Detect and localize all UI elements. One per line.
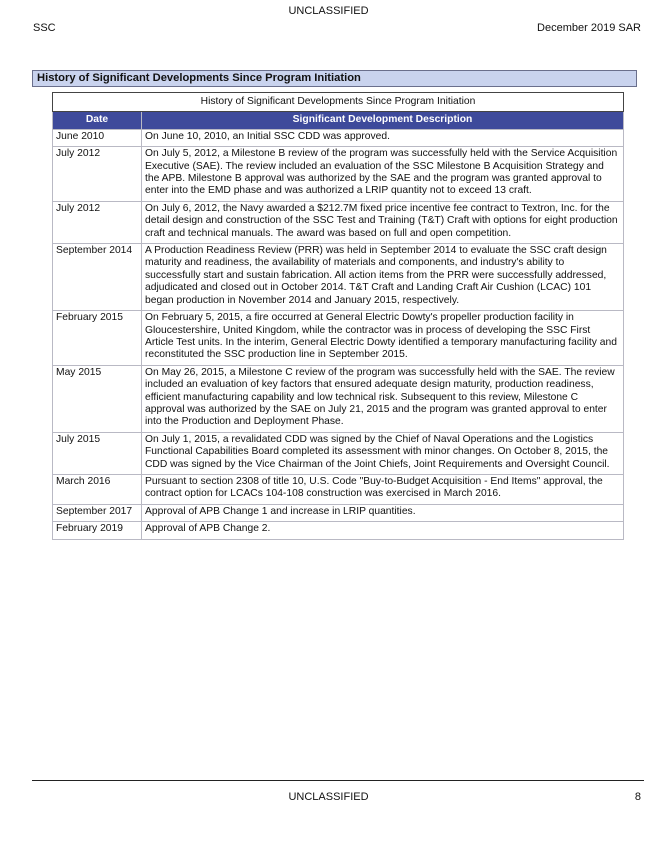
section-title: History of Significant Developments Since Program Initiation — [32, 70, 637, 87]
table-row — [53, 201, 624, 243]
row-description: On February 5, 2015, a fire occurred at General Electric Dowty's propeller production facility in Gloucestershire, United Kingdom, while the contractor was in process of developing the SSC First Article Test units. In the interim, General Electric Dowty identified a temporary manufacturing facility and reconstituted the SSC production line in September 2015. — [142, 311, 624, 366]
table-row — [53, 504, 624, 521]
table-row — [53, 522, 624, 539]
row-description: On July 5, 2012, a Milestone B review of the program was successfully held with the Service Acquisition Executive (SAE). The review included an evaluation of the SSC Milestone B Acquisition Strategy and the APB. Milestone B approval was authorized by the SAE and the program was granted approval to enter into the EMD phase and was authorized a LRIP quantity not to exceed 13 craft. — [142, 147, 624, 202]
report-date: December 2019 SAR — [537, 22, 641, 34]
row-date: July 2012 — [53, 147, 142, 202]
table-row — [53, 432, 624, 474]
row-description: Approval of APB Change 1 and increase in LRIP quantities. — [142, 504, 624, 521]
row-date: July 2012 — [53, 201, 142, 243]
row-date: June 2010 — [53, 129, 142, 146]
row-date: September 2017 — [53, 504, 142, 521]
developments-table — [52, 92, 624, 540]
row-date: September 2014 — [53, 244, 142, 311]
row-description: On June 10, 2010, an Initial SSC CDD was approved. — [142, 129, 624, 146]
table-row — [53, 244, 624, 311]
row-description: A Production Readiness Review (PRR) was held in September 2014 to evaluate the SSC craft design maturity and readiness, the availability of materials and components, and industry's ability to successfully start and sustain fabrication. All action items from the PRR were successfully addressed, adjudicated and closed out in October 2014. T&T Craft and Landing Craft Air Cushion (LCAC) 101 began production in November 2014 and January 2015, respectively. — [142, 244, 624, 311]
row-description: Approval of APB Change 2. — [142, 522, 624, 539]
row-date: March 2016 — [53, 474, 142, 504]
table-row — [53, 311, 624, 366]
table-caption: History of Significant Developments Since Program Initiation — [53, 93, 624, 112]
row-description: Pursuant to section 2308 of title 10, U.S. Code "Buy-to-Budget Acquisition - End Items" approval, the contract option for LCACs 104-108 construction was exercised in March 2016. — [142, 474, 624, 504]
row-description: On July 6, 2012, the Navy awarded a $212.7M fixed price incentive fee contract to Textron, Inc. for the detail design and construction of the SSC Test and Training (T&T) Craft with options for eight production craft and technical manuals. The award was based on full and open competition. — [142, 201, 624, 243]
row-description: On July 1, 2015, a revalidated CDD was signed by the Chief of Naval Operations and the Logistics Functional Capabilities Board completed its assessment with minor changes. On October 8, 2015, the CDD was signed by the Vice Chairman of the Joint Chiefs, Joint Requirements and Oversight Council. — [142, 432, 624, 474]
footer-divider — [32, 780, 644, 781]
row-date: February 2019 — [53, 522, 142, 539]
row-description: On May 26, 2015, a Milestone C review of the program was successfully held with the SAE. The review included an evaluation of key factors that ensured adequate design maturity, production readiness, efficient manufacturing capability and low technical risk. Subsequent to this review, Milestone C approval was authorized by the SAE on July 21, 2015 and the program was granted approval to enter into the Production and Deployment Phase. — [142, 365, 624, 432]
column-header-description: Significant Development Description — [142, 112, 624, 129]
row-date: May 2015 — [53, 365, 142, 432]
bottom-classification-marking: UNCLASSIFIED — [288, 791, 369, 803]
table-row — [53, 129, 624, 146]
table-row — [53, 474, 624, 504]
table-row — [53, 365, 624, 432]
row-date: February 2015 — [53, 311, 142, 366]
top-classification-marking: UNCLASSIFIED — [288, 5, 369, 17]
row-date: July 2015 — [53, 432, 142, 474]
page-number: 8 — [634, 791, 641, 803]
column-header-date: Date — [53, 112, 142, 129]
program-name: SSC — [33, 22, 56, 34]
table-row — [53, 147, 624, 202]
